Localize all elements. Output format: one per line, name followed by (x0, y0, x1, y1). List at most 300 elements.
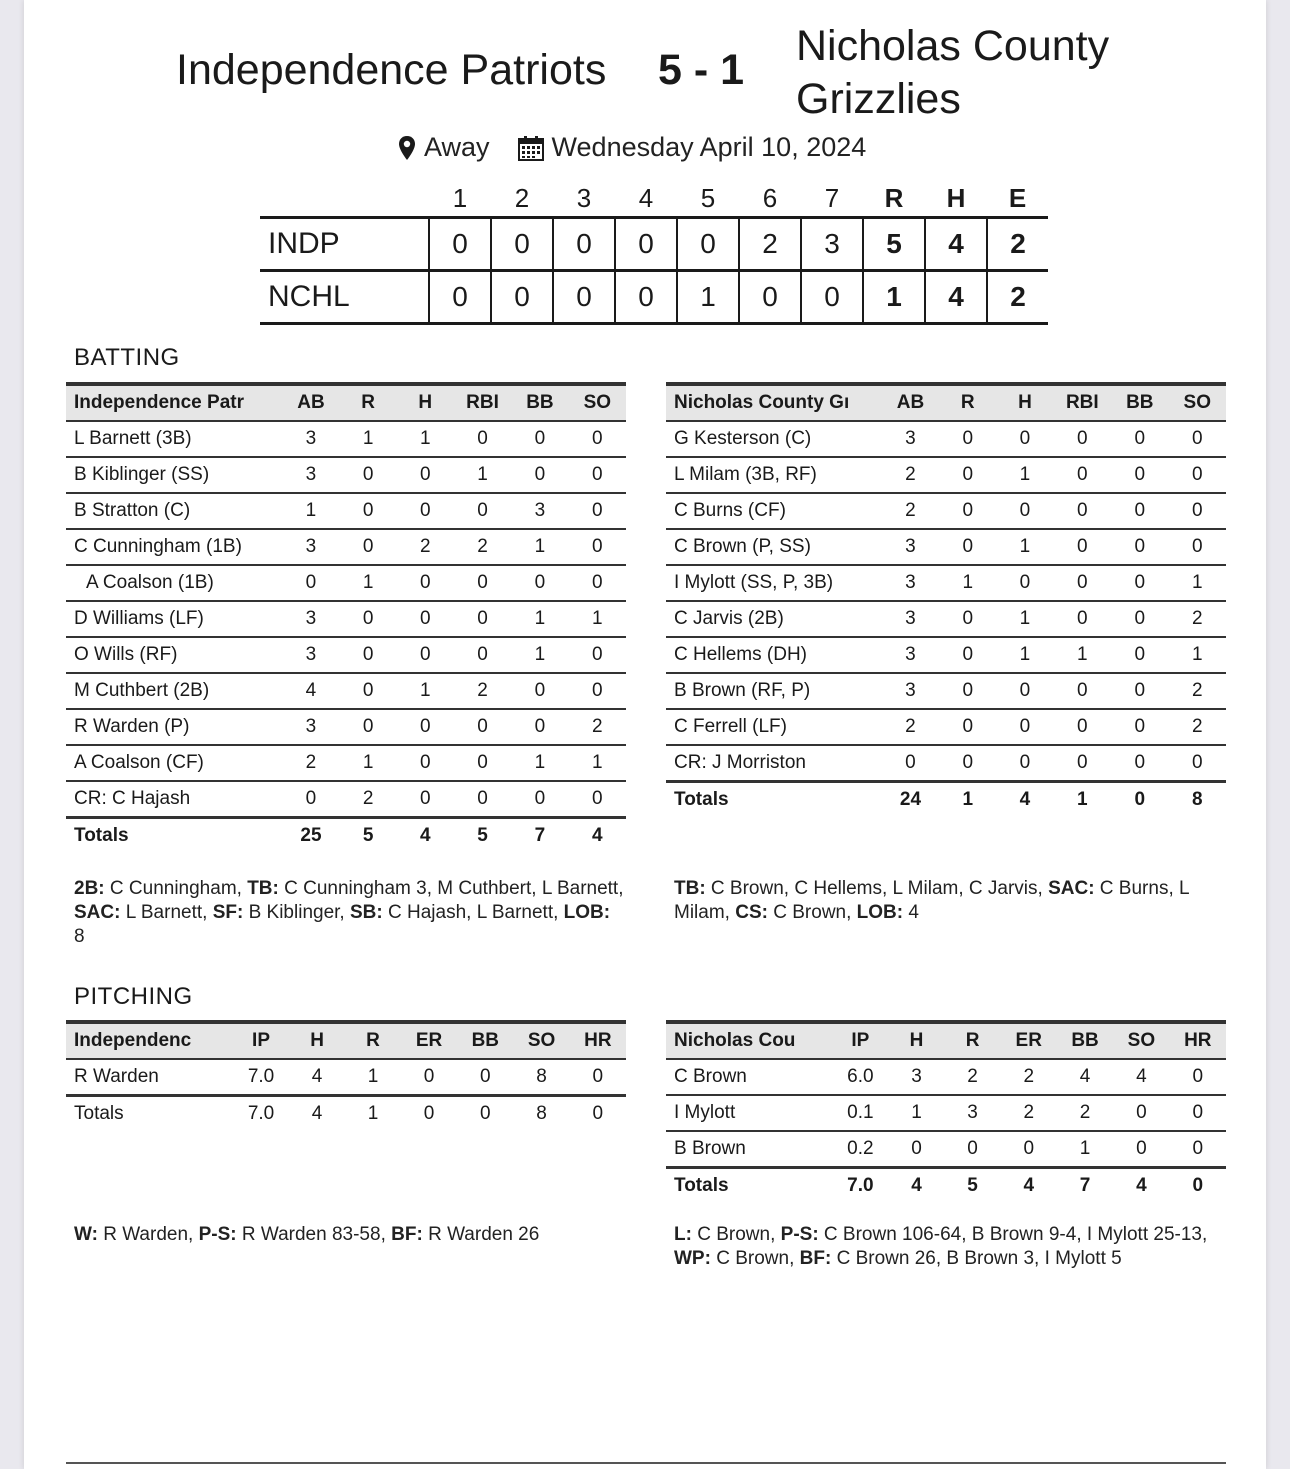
stat-value: 0 (1054, 709, 1112, 745)
stat-value: 3 (882, 421, 939, 457)
stat-value: 0 (996, 493, 1053, 529)
stat-value: 1 (511, 745, 568, 781)
stat-value: 0 (457, 1059, 513, 1096)
stat-value: 0 (1054, 601, 1112, 637)
stat-value: 0 (1054, 673, 1112, 709)
stat-value: 0 (511, 421, 568, 457)
stat-value: 0 (569, 421, 626, 457)
totals-row (66, 818, 626, 854)
table-row (666, 529, 1226, 565)
stat-value: 0 (1111, 673, 1168, 709)
player-name: I Mylott (SS, P, 3B) (666, 565, 882, 601)
game-meta (398, 132, 866, 163)
table-row (66, 457, 626, 493)
note-key: SF: (212, 902, 244, 923)
stat-column-header: HR (1170, 1022, 1226, 1059)
linescore-cell: 0 (429, 271, 491, 324)
stat-value: 3 (882, 565, 939, 601)
stat-value: 1 (397, 421, 454, 457)
note-value: R Warden 83-58, (236, 1224, 392, 1245)
map-pin-icon (398, 135, 416, 161)
totals-value: 7 (511, 818, 568, 854)
note-key: CS: (735, 902, 768, 923)
table-header-row (66, 1022, 626, 1059)
stat-value: 0 (1169, 529, 1226, 565)
linescore-cell: 0 (615, 218, 677, 271)
stat-value: 2 (945, 1059, 1001, 1095)
stat-value: 0 (340, 601, 397, 637)
stat-value: 0 (996, 745, 1053, 782)
stat-value: 0 (340, 529, 397, 565)
player-name: B Brown (RF, P) (666, 673, 882, 709)
player-name: A Coalson (1B) (66, 565, 282, 601)
stat-column-header: ER (401, 1022, 457, 1059)
stat-value: 0 (1169, 457, 1226, 493)
stat-value: 3 (282, 421, 339, 457)
stat-value: 0 (889, 1131, 945, 1168)
totals-label: Totals (666, 782, 882, 818)
player-name: R Warden (66, 1059, 233, 1096)
note-value: C Cunningham, (104, 878, 248, 899)
stat-column-header: R (945, 1022, 1001, 1059)
linescore-cell: 0 (553, 271, 615, 324)
stat-column-header: H (889, 1022, 945, 1059)
note-value: C Brown, (767, 902, 857, 923)
stat-value: 0 (1054, 493, 1112, 529)
totals-value: 0 (1170, 1168, 1226, 1204)
totals-value: 8 (513, 1096, 569, 1132)
totals-value: 4 (889, 1168, 945, 1204)
stat-column-header: RBI (454, 384, 511, 421)
stat-column-header: SO (1113, 1022, 1169, 1059)
note-key: LOB: (563, 902, 611, 923)
stat-value: 1 (996, 637, 1053, 673)
stat-column-header: IP (832, 1022, 888, 1059)
final-score: 5 - 1 (658, 46, 745, 94)
player-name: B Stratton (C) (66, 493, 282, 529)
stat-value: 0 (454, 421, 511, 457)
stat-column-header: R (939, 384, 996, 421)
stat-value: 0 (511, 709, 568, 745)
inning-header: 4 (638, 182, 654, 213)
table-row (666, 1059, 1226, 1095)
inning-header: 2 (514, 182, 530, 213)
stat-value: 1 (454, 457, 511, 493)
totals-value: 4 (289, 1096, 345, 1132)
linescore-cell: 4 (925, 218, 987, 271)
stat-value: 0 (1054, 565, 1112, 601)
away-pitching-table (666, 1020, 1226, 1203)
stat-value: 0 (397, 709, 454, 745)
note-key: BF: (391, 1224, 423, 1245)
stat-value: 0.1 (832, 1095, 888, 1131)
totals-row (666, 1168, 1226, 1204)
home-pitching-notes (74, 1223, 624, 1247)
table-row (666, 601, 1226, 637)
batting-section-label: BATTING (74, 344, 180, 371)
linescore-row (260, 218, 1048, 271)
stat-value: 0 (1111, 493, 1168, 529)
stat-value: 4 (1113, 1059, 1169, 1095)
stat-column-header: R (340, 384, 397, 421)
table-row (666, 457, 1226, 493)
stat-value: 3 (945, 1095, 1001, 1131)
note-value: R Warden 26 (422, 1224, 540, 1245)
team-column-header: Nicholas County Gı (666, 384, 882, 421)
stat-value: 0 (882, 745, 939, 782)
table-row (66, 1059, 626, 1096)
stat-value: 0 (340, 673, 397, 709)
inning-header: 7 (824, 182, 840, 213)
stat-value: 0 (1111, 529, 1168, 565)
note-value: C Hajash, L Barnett, (382, 902, 564, 923)
away-batting-notes (674, 877, 1224, 925)
stat-value: 1 (511, 601, 568, 637)
stat-value: 2 (454, 529, 511, 565)
stat-value: 0 (570, 1059, 626, 1096)
table-row (666, 637, 1226, 673)
totals-label: Totals (666, 1168, 832, 1204)
table-row (666, 673, 1226, 709)
stat-value: 0 (340, 457, 397, 493)
stat-value: 1 (569, 745, 626, 781)
stat-value: 2 (882, 493, 939, 529)
totals-label: Totals (66, 1096, 233, 1132)
totals-label: Totals (66, 818, 282, 854)
stat-value: 0 (1111, 565, 1168, 601)
stat-value: 0 (454, 637, 511, 673)
stat-value: 0 (1111, 637, 1168, 673)
stat-value: 0 (397, 745, 454, 781)
stat-value: 0 (401, 1059, 457, 1096)
table-row (66, 709, 626, 745)
linescore-cell: 1 (677, 271, 739, 324)
stat-value: 0 (939, 745, 996, 782)
player-name: M Cuthbert (2B) (66, 673, 282, 709)
hits-header: H (946, 182, 966, 213)
stat-value: 1 (996, 529, 1053, 565)
stat-value: 0 (1169, 745, 1226, 782)
table-header-row (666, 384, 1226, 421)
stat-value: 0 (996, 709, 1053, 745)
note-key: TB: (674, 878, 706, 899)
table-header-row (66, 384, 626, 421)
table-row (66, 673, 626, 709)
team-column-header: Independence Patr (66, 384, 282, 421)
stat-value: 3 (282, 457, 339, 493)
table-row (666, 565, 1226, 601)
note-key: W: (74, 1224, 98, 1245)
linescore-cell: 0 (615, 271, 677, 324)
table-row (66, 565, 626, 601)
stat-value: 2 (1057, 1095, 1113, 1131)
note-key: LOB: (856, 902, 904, 923)
stat-value: 0 (340, 637, 397, 673)
stat-value: 2 (569, 709, 626, 745)
note-value: 8 (74, 926, 85, 947)
totals-value: 5 (945, 1168, 1001, 1204)
linescore-cell: 2 (987, 271, 1048, 324)
stat-value: 1 (511, 529, 568, 565)
stat-value: 2 (282, 745, 339, 781)
stat-column-header: BB (1057, 1022, 1113, 1059)
game-date: Wednesday April 10, 2024 (551, 132, 867, 162)
away-team-name: Nicholas County Grizzlies (796, 22, 1110, 123)
stat-value: 0 (454, 709, 511, 745)
stat-column-header: BB (511, 384, 568, 421)
stat-value: 0 (569, 565, 626, 601)
note-value: C Brown, (691, 1224, 781, 1245)
note-value: C Cunningham 3, M Cuthbert, L Barnett, (278, 878, 624, 899)
linescore-cell: 5 (863, 218, 925, 271)
totals-value: 7.0 (233, 1096, 289, 1132)
stat-column-header: AB (882, 384, 939, 421)
stat-value: 0 (1111, 745, 1168, 782)
stat-column-header: SO (569, 384, 626, 421)
stat-value: 1 (282, 493, 339, 529)
stat-value: 0 (340, 493, 397, 529)
stat-value: 2 (454, 673, 511, 709)
stat-value: 0 (340, 709, 397, 745)
table-header-row (666, 1022, 1226, 1059)
totals-value: 1 (1054, 782, 1112, 818)
stat-value: 8 (513, 1059, 569, 1096)
player-name: CR: J Morriston (666, 745, 882, 782)
linescore-cell: 0 (553, 218, 615, 271)
stat-value: 1 (340, 745, 397, 781)
table-row (666, 493, 1226, 529)
stat-value: 0 (1111, 601, 1168, 637)
inning-header: 5 (700, 182, 716, 213)
stat-value: 2 (882, 457, 939, 493)
totals-value: 0 (1111, 782, 1168, 818)
stat-value: 1 (345, 1059, 401, 1096)
stat-column-header: RBI (1054, 384, 1112, 421)
note-value: C Brown 26, B Brown 3, I Mylott 5 (831, 1248, 1122, 1269)
note-value: 4 (903, 902, 919, 923)
stat-column-header: H (289, 1022, 345, 1059)
stat-value: 0 (939, 709, 996, 745)
note-key: P-S: (198, 1224, 237, 1245)
stat-value: 0 (511, 457, 568, 493)
linescore-cell: 0 (429, 218, 491, 271)
stat-value: 0 (1113, 1095, 1169, 1131)
note-key: SAC: (1048, 878, 1095, 899)
table-row (666, 1131, 1226, 1168)
note-value: C Burns, L Milam, (674, 878, 1189, 923)
note-key: L: (674, 1224, 692, 1245)
player-name: L Barnett (3B) (66, 421, 282, 457)
page-divider (66, 1462, 1226, 1464)
table-row (66, 493, 626, 529)
stat-value: 2 (1169, 673, 1226, 709)
linescore-cell: 2 (987, 218, 1048, 271)
stat-value: 6.0 (832, 1059, 888, 1095)
linescore-cell: 3 (801, 218, 863, 271)
stat-column-header: HR (570, 1022, 626, 1059)
table-row (666, 709, 1226, 745)
calendar-icon (518, 135, 544, 161)
totals-value: 5 (454, 818, 511, 854)
stat-value: 0 (1111, 457, 1168, 493)
stat-value: 0 (397, 637, 454, 673)
table-row (666, 421, 1226, 457)
stat-value: 3 (282, 637, 339, 673)
stat-value: 1 (996, 601, 1053, 637)
stat-value: 0 (1170, 1095, 1226, 1131)
stat-value: 0 (1054, 457, 1112, 493)
stat-column-header: SO (513, 1022, 569, 1059)
player-name: C Jarvis (2B) (666, 601, 882, 637)
stat-value: 2 (397, 529, 454, 565)
player-name: R Warden (P) (66, 709, 282, 745)
stat-value: 2 (1001, 1095, 1057, 1131)
stat-column-header: ER (1001, 1022, 1057, 1059)
note-key: TB: (247, 878, 279, 899)
stat-value: 3 (882, 529, 939, 565)
note-value: C Brown 106-64, B Brown 9-4, I Mylott 25-13, (818, 1224, 1208, 1245)
stat-value: 0 (511, 781, 568, 818)
stat-value: 0 (569, 457, 626, 493)
note-value: C Brown, (710, 1248, 800, 1269)
stat-value: 3 (282, 601, 339, 637)
stat-value: 2 (1001, 1059, 1057, 1095)
location-label: Away (424, 132, 490, 162)
stat-value: 0 (939, 457, 996, 493)
linescore-row (260, 271, 1048, 324)
stat-column-header: R (345, 1022, 401, 1059)
stat-value: 0 (454, 601, 511, 637)
stat-value: 0 (1001, 1131, 1057, 1168)
totals-value: 4 (569, 818, 626, 854)
stat-value: 0 (939, 637, 996, 673)
stat-column-header: SO (1169, 384, 1226, 421)
stat-value: 0 (569, 781, 626, 818)
stat-value: 3 (882, 601, 939, 637)
totals-value: 4 (996, 782, 1053, 818)
totals-row (666, 782, 1226, 818)
stat-value: 1 (1054, 637, 1112, 673)
player-name: L Milam (3B, RF) (666, 457, 882, 493)
note-key: 2B: (74, 878, 105, 899)
totals-value: 1 (345, 1096, 401, 1132)
player-name: D Williams (LF) (66, 601, 282, 637)
linescore-table (260, 180, 1048, 325)
totals-row (66, 1096, 626, 1132)
player-name: C Hellems (DH) (666, 637, 882, 673)
stat-value: 0 (397, 493, 454, 529)
stat-value: 0 (939, 493, 996, 529)
stat-value: 0.2 (832, 1131, 888, 1168)
stat-value: 0 (939, 529, 996, 565)
totals-value: 4 (397, 818, 454, 854)
away-batting-table (666, 382, 1226, 817)
runs-header: R (884, 182, 904, 213)
stat-value: 1 (340, 421, 397, 457)
totals-value: 0 (570, 1096, 626, 1132)
stat-value: 2 (882, 709, 939, 745)
totals-value: 24 (882, 782, 939, 818)
totals-value: 1 (939, 782, 996, 818)
team-column-header: Nicholas Cou (666, 1022, 832, 1059)
stat-value: 4 (289, 1059, 345, 1096)
stat-value: 3 (882, 673, 939, 709)
linescore-cell: 0 (739, 271, 801, 324)
note-key: BF: (799, 1248, 832, 1269)
stat-value: 0 (1054, 529, 1112, 565)
table-row (66, 601, 626, 637)
home-pitching-table (66, 1020, 626, 1131)
totals-value: 0 (457, 1096, 513, 1132)
player-name: G Kesterson (C) (666, 421, 882, 457)
note-value: R Warden, (97, 1224, 199, 1245)
linescore-cell: 0 (491, 218, 553, 271)
stat-value: 0 (996, 421, 1053, 457)
player-name: C Cunningham (1B) (66, 529, 282, 565)
player-name: O Wills (RF) (66, 637, 282, 673)
linescore-cell: 4 (925, 271, 987, 324)
stat-value: 0 (454, 565, 511, 601)
stat-value: 0 (397, 565, 454, 601)
player-name: C Brown (666, 1059, 832, 1095)
home-batting-notes (74, 877, 624, 949)
stat-value: 1 (569, 601, 626, 637)
note-key: WP: (674, 1248, 711, 1269)
stat-column-header: BB (457, 1022, 513, 1059)
stat-value: 0 (996, 565, 1053, 601)
totals-value: 5 (340, 818, 397, 854)
stat-column-header: H (397, 384, 454, 421)
totals-value: 7.0 (832, 1168, 888, 1204)
totals-value: 25 (282, 818, 339, 854)
stat-value: 2 (1169, 601, 1226, 637)
player-name: I Mylott (666, 1095, 832, 1131)
team-column-header: Independenc (66, 1022, 233, 1059)
table-row (66, 529, 626, 565)
linescore-cell: 2 (739, 218, 801, 271)
stat-value: 0 (1169, 421, 1226, 457)
note-key: P-S: (780, 1224, 819, 1245)
stat-value: 1 (397, 673, 454, 709)
away-pitching-notes (674, 1223, 1224, 1271)
stat-value: 1 (1169, 637, 1226, 673)
stat-value: 0 (1054, 421, 1112, 457)
table-row (66, 781, 626, 818)
inning-header: 6 (762, 182, 778, 213)
linescore-cell: 1 (863, 271, 925, 324)
player-name: CR: C Hajash (66, 781, 282, 818)
player-name: A Coalson (CF) (66, 745, 282, 781)
stat-value: 0 (1054, 745, 1112, 782)
stat-value: 0 (454, 781, 511, 818)
note-key: SAC: (74, 902, 121, 923)
home-team-name: Independence Patriots (176, 46, 607, 94)
inning-header: 1 (452, 182, 468, 213)
note-value: L Barnett, (120, 902, 213, 923)
stat-value: 0 (1170, 1131, 1226, 1168)
stat-value: 0 (282, 781, 339, 818)
box-score-page (24, 0, 1266, 1469)
stat-value: 1 (889, 1095, 945, 1131)
table-row (66, 745, 626, 781)
stat-column-header: H (996, 384, 1053, 421)
stat-value: 0 (282, 565, 339, 601)
pitching-section-label: PITCHING (74, 983, 193, 1010)
stat-value: 0 (939, 673, 996, 709)
table-row (66, 637, 626, 673)
stat-column-header: AB (282, 384, 339, 421)
stat-value: 3 (882, 637, 939, 673)
